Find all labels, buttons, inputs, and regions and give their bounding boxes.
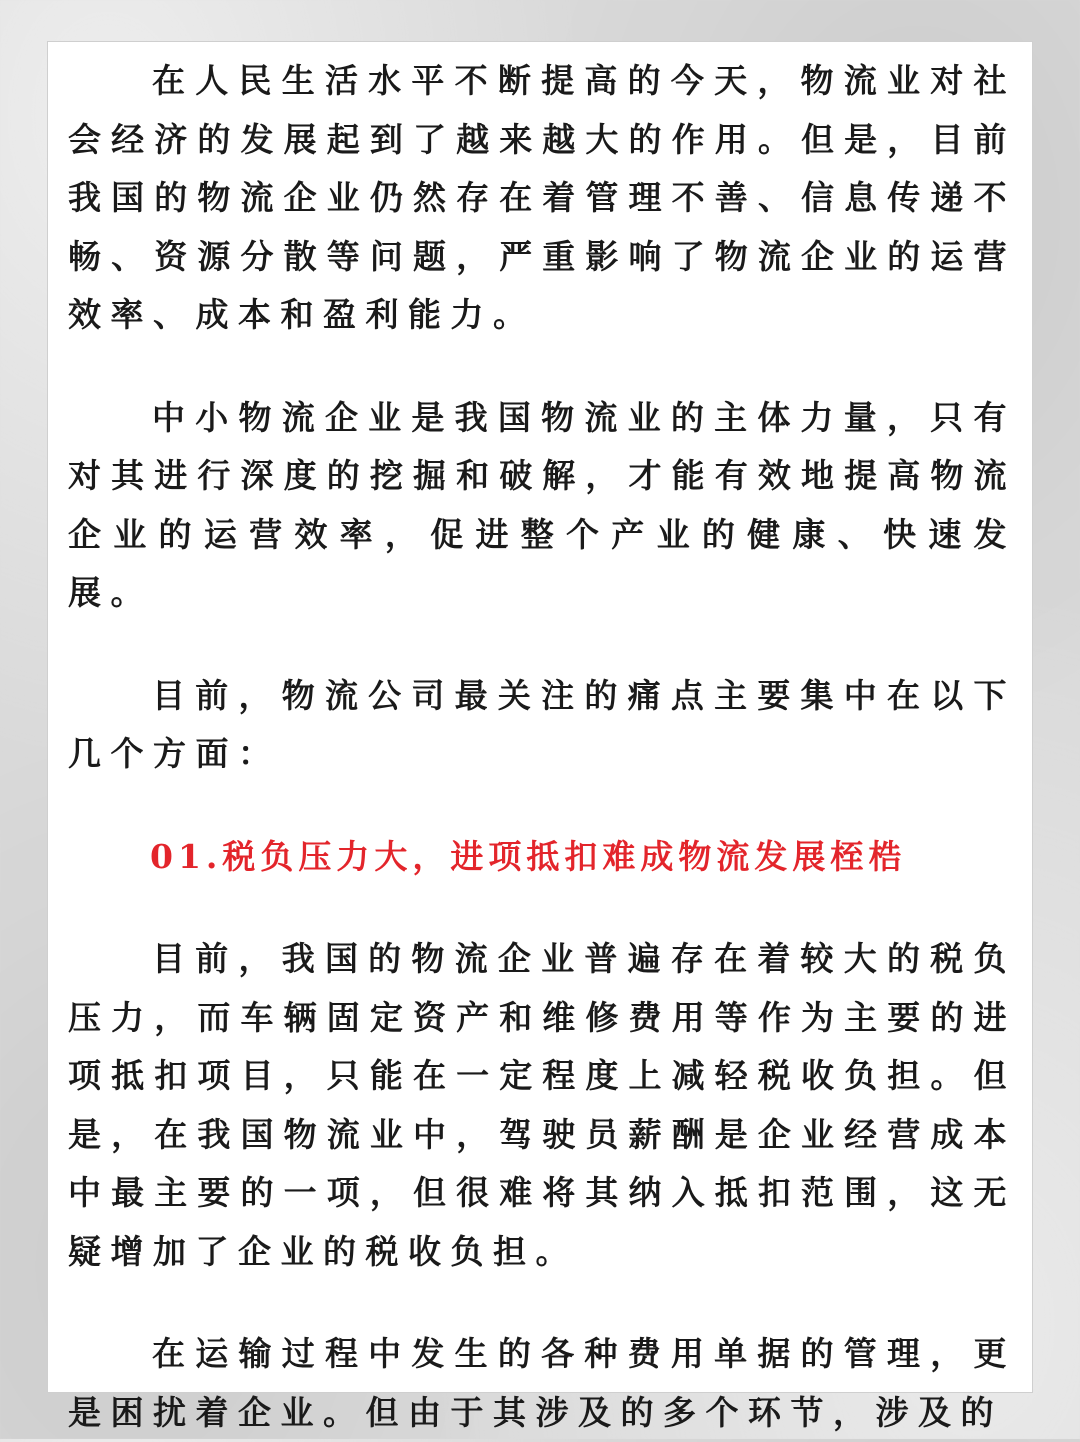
paragraph-expense-receipts: 在运输过程中发生的各种费用单据的管理，更是困扰着企业。但由于其涉及的多个环节，涉及的	[68, 1334, 1016, 1432]
paragraph-pain-points: 目前，物流公司最关注的痛点主要集中在以下几个方面：	[68, 675, 1016, 773]
paragraph-spacer	[68, 784, 1016, 828]
section-heading: 01.税负压力大，进项抵扣难成物流发展桎梏	[150, 836, 907, 876]
article-body	[68, 52, 1016, 1442]
document-page	[48, 42, 1032, 1432]
paragraph-spacer	[68, 623, 1016, 667]
paragraph-spacer	[68, 345, 1016, 389]
paragraph-spacer	[68, 886, 1016, 930]
paragraph-sme: 中小物流企业是我国物流业的主体力量，只有对其进行深度的挖掘和破解，才能有效地提高物流企业的运营效率，促进整个产业的健康、快速发展。	[68, 397, 1016, 612]
paragraph-tax-burden: 目前，我国的物流企业普遍存在着较大的税负压力，而车辆固定资产和维修费用等作为主要的进项抵扣项目，只能在一定程度上减轻税收负担。但是，在我国物流业中，驾驶员薪酬是企业经营成本中最主要的一项，但很难将其纳入抵扣范围，这无疑增加了企业的税收负担。	[68, 939, 1016, 1271]
paragraph-spacer	[68, 1281, 1016, 1325]
paragraph-intro: 在人民生活水平不断提高的今天，物流业对社会经济的发展起到了越来越大的作用。但是，目前我国的物流企业仍然存在着管理不善、信息传递不畅、资源分散等问题，严重影响了物流企业的运营效率、成本和盈利能力。	[68, 61, 1016, 334]
